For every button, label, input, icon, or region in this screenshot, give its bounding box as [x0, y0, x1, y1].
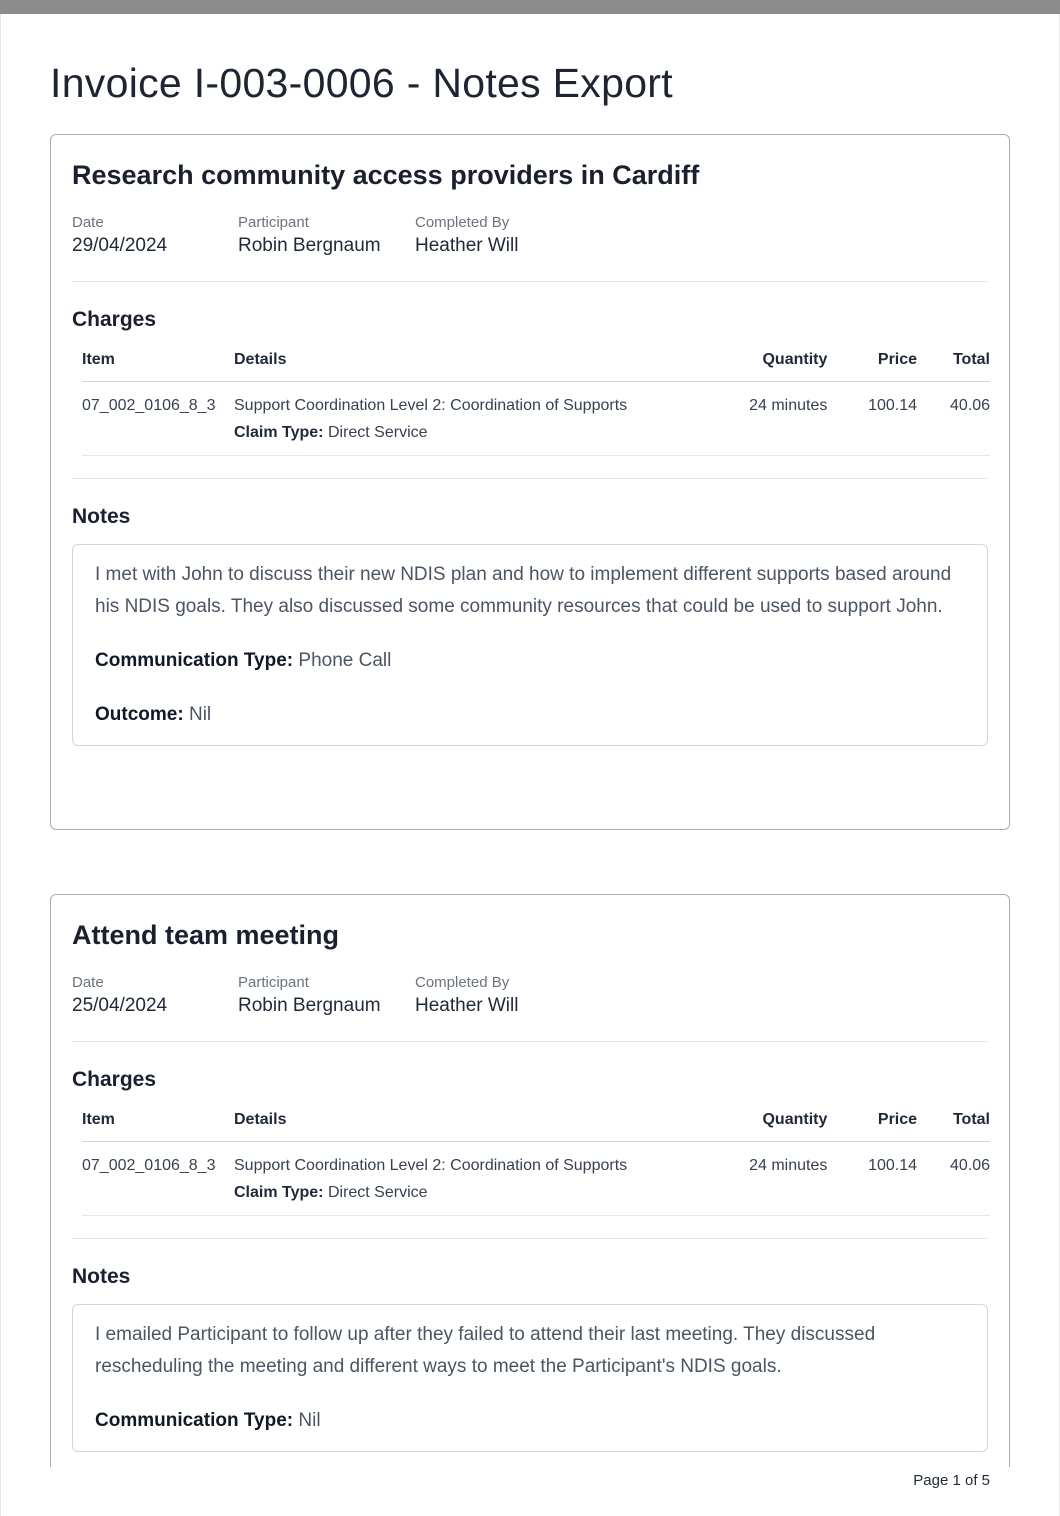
charges-table [82, 351, 990, 456]
meta-completed-by [415, 214, 518, 259]
col-price-header: Price [850, 351, 940, 382]
meta-date-value: 25/04/2024 [72, 995, 168, 1016]
meta-participant-label: Participant [238, 214, 309, 231]
charge-price: 100.14 [850, 1142, 940, 1216]
charges-header-row [82, 351, 990, 382]
charge-price: 100.14 [850, 382, 940, 456]
charge-details [234, 382, 724, 456]
charge-details-text: Support Coordination Level 2: Coordination of Supports [234, 397, 628, 414]
charge-total: 40.06 [940, 1142, 990, 1216]
notes-box [72, 1304, 988, 1452]
communication-type-label: Communication Type: [95, 650, 294, 671]
divider [72, 1238, 988, 1239]
col-quantity-header: Quantity [724, 351, 850, 382]
charges-heading: Charges [72, 1068, 157, 1091]
outcome [95, 699, 965, 731]
meta-completed-by-label: Completed By [415, 974, 510, 991]
col-quantity-header: Quantity [724, 1111, 850, 1142]
note-title: Research community access providers in Cardiff [72, 160, 700, 190]
meta-date-value: 29/04/2024 [72, 235, 168, 256]
divider [72, 1041, 988, 1042]
meta-date-label: Date [72, 214, 104, 231]
meta-completed-by-value: Heather Will [415, 235, 519, 256]
meta-date-label: Date [72, 974, 104, 991]
outcome-label: Outcome: [95, 704, 184, 725]
meta-completed-by-label: Completed By [415, 214, 510, 231]
divider [72, 281, 988, 282]
table-row [82, 1142, 990, 1216]
page-title: Invoice I-003-0006 - Notes Export [50, 60, 673, 106]
charges-header-row [82, 1111, 990, 1142]
meta-participant-label: Participant [238, 974, 309, 991]
charge-claim-type [234, 1183, 724, 1203]
page-number: Page 1 of 5 [913, 1472, 990, 1489]
note-body: I met with John to discuss their new NDIS plan and how to implement different supports based around his NDIS goals. They also discussed some community resources that could be used to support John. [95, 564, 952, 617]
note-title: Attend team meeting [72, 920, 340, 950]
meta-participant [238, 974, 382, 1019]
communication-type [95, 1405, 965, 1437]
charge-details-text: Support Coordination Level 2: Coordination of Supports [234, 1157, 628, 1174]
meta-participant [238, 214, 382, 259]
notes-heading: Notes [72, 1265, 131, 1288]
meta-date [72, 974, 205, 1019]
meta-completed-by-value: Heather Will [415, 995, 519, 1016]
claim-type-value: Direct Service [327, 1184, 428, 1201]
charge-item: 07_002_0106_8_3 [82, 382, 234, 456]
charges-heading: Charges [72, 308, 157, 331]
communication-type-label: Communication Type: [95, 1410, 294, 1431]
note-card [50, 134, 1010, 830]
charge-quantity: 24 minutes [724, 1142, 850, 1216]
charge-details [234, 1142, 724, 1216]
note-card [50, 894, 1010, 1467]
table-row [82, 382, 990, 456]
communication-type [95, 645, 965, 677]
window-top-bar [0, 0, 1060, 14]
col-item-header: Item [82, 1111, 234, 1142]
meta-participant-value: Robin Bergnaum [238, 235, 381, 256]
charge-quantity: 24 minutes [724, 382, 850, 456]
meta-date [72, 214, 205, 259]
charge-claim-type [234, 423, 724, 443]
notes-heading: Notes [72, 505, 131, 528]
col-details-header: Details [234, 351, 724, 382]
col-total-header: Total [940, 1111, 990, 1142]
note-meta [72, 214, 988, 259]
col-price-header: Price [850, 1111, 940, 1142]
charge-total: 40.06 [940, 382, 990, 456]
divider [72, 478, 988, 479]
claim-type-value: Direct Service [327, 424, 428, 441]
claim-type-label: Claim Type: [234, 424, 324, 441]
charge-item: 07_002_0106_8_3 [82, 1142, 234, 1216]
meta-completed-by [415, 974, 518, 1019]
claim-type-label: Claim Type: [234, 1184, 324, 1201]
note-meta [72, 974, 988, 1019]
page-content[interactable] [0, 14, 1060, 1467]
col-item-header: Item [82, 351, 234, 382]
col-details-header: Details [234, 1111, 724, 1142]
notes-box [72, 544, 988, 746]
meta-participant-value: Robin Bergnaum [238, 995, 381, 1016]
note-body: I emailed Participant to follow up after they failed to attend their last meeting. They discussed rescheduling the meeting and different ways to meet the Participant's NDIS goals. [95, 1324, 876, 1377]
communication-type-value: Nil [298, 1410, 321, 1431]
charges-table [82, 1111, 990, 1216]
col-total-header: Total [940, 351, 990, 382]
communication-type-value: Phone Call [298, 650, 392, 671]
outcome-value: Nil [188, 704, 212, 725]
